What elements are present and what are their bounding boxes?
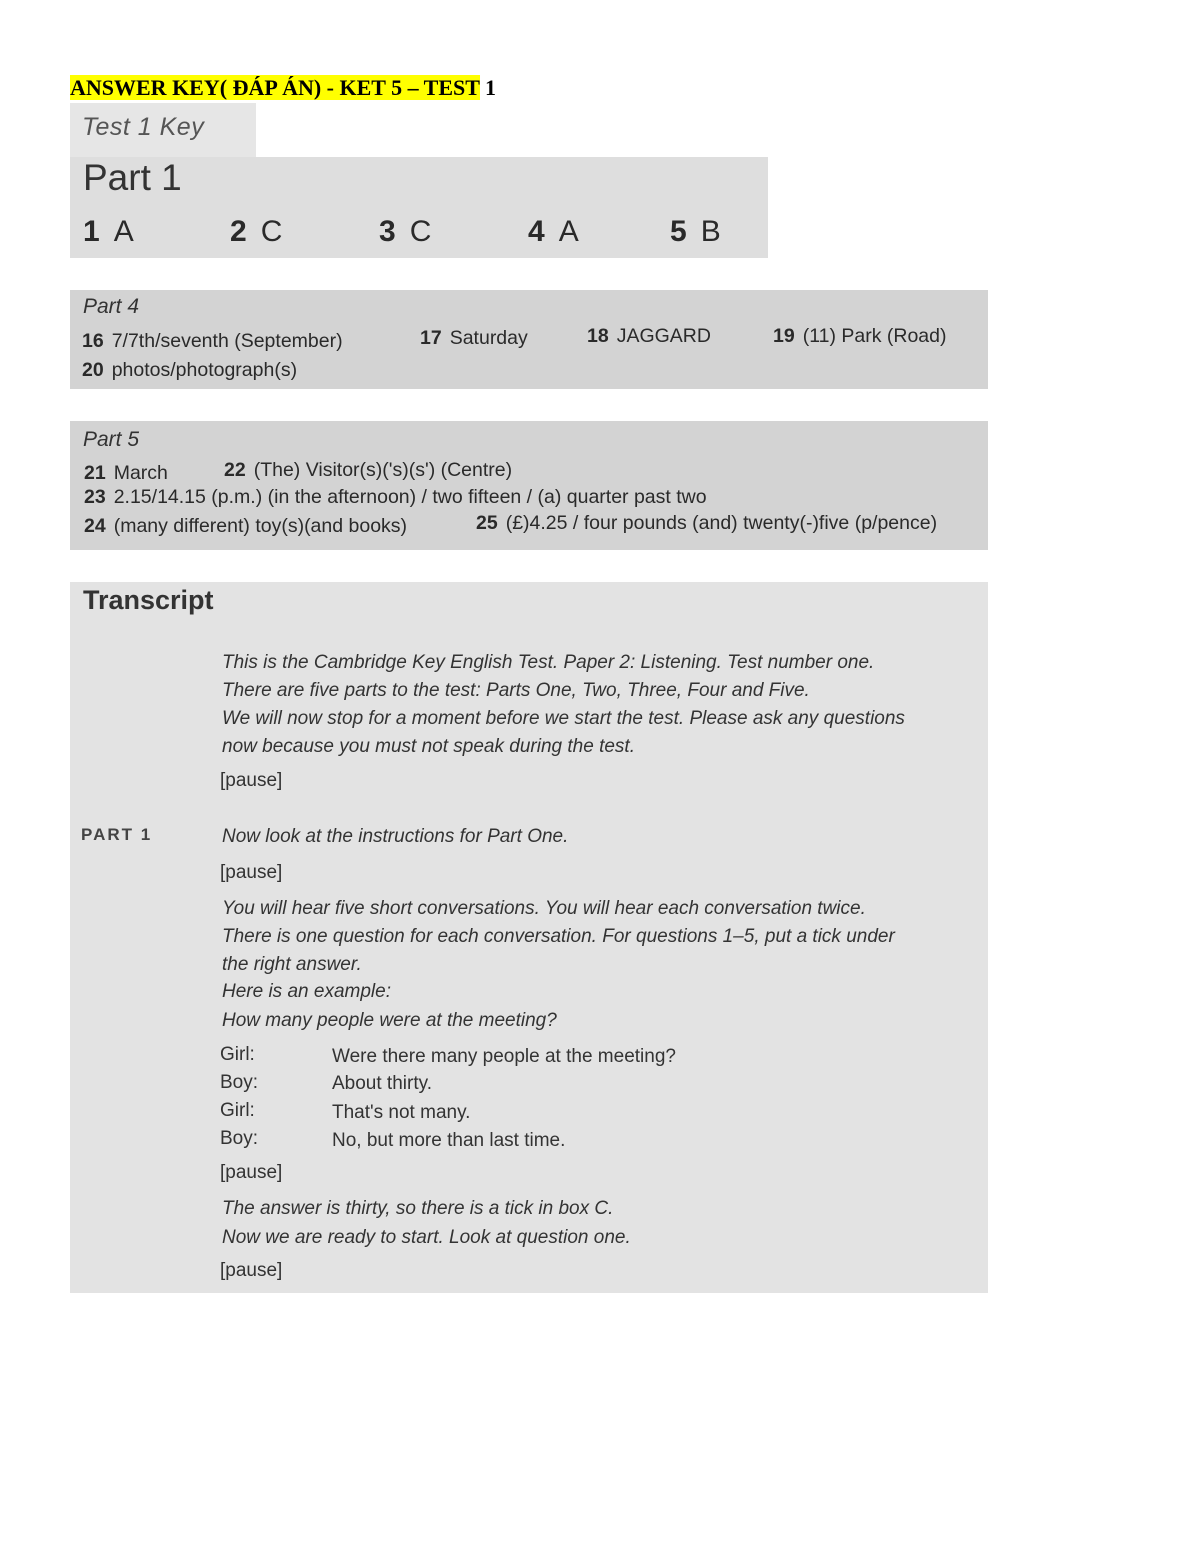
transcript-line: You will hear five short conversations. You will hear each conversation twice. — [222, 898, 866, 919]
part1-heading: Part 1 — [83, 157, 182, 198]
transcript-line: Here is an example: — [222, 981, 391, 1002]
transcript-line: Now look at the instructions for Part One. — [222, 826, 569, 847]
transcript-line: There are five parts to the test: Parts One, Two, Three, Four and Five. — [222, 680, 810, 701]
part1-answer: 5 B — [670, 215, 721, 248]
transcript-line: We will now stop for a moment before we start the test. Please ask any questions — [222, 708, 905, 729]
transcript-line: This is the Cambridge Key English Test. Paper 2: Listening. Test number one. — [222, 652, 875, 673]
dialogue-speaker: Boy: — [220, 1128, 259, 1149]
dialogue-speaker: Girl: — [220, 1100, 255, 1121]
answer-item: 17 Saturday — [420, 327, 528, 349]
test-key-label: Test 1 Key — [70, 103, 256, 157]
transcript-line: the right answer. — [222, 954, 362, 975]
part1-answer: 4 A — [528, 215, 579, 248]
answer-item: 18 JAGGARD — [587, 325, 711, 347]
answer-item: 16 7/7th/seventh (September) — [82, 330, 343, 352]
part1-answer: 3 C — [379, 215, 432, 248]
answer-item: 22 (The) Visitor(s)('s)(s') (Centre) — [224, 459, 513, 481]
document-title — [70, 74, 496, 102]
answer-item: 25 (£)4.25 / four pounds (and) twenty(-)five (p/pence) — [476, 512, 938, 534]
dialogue-line: Were there many people at the meeting? — [332, 1046, 676, 1067]
dialogue-speaker: Girl: — [220, 1044, 255, 1065]
part1-label: PART 1 — [81, 825, 153, 844]
transcript-panel — [70, 582, 988, 1293]
answer-item: 20 photos/photograph(s) — [82, 359, 298, 381]
transcript-title: Transcript — [83, 585, 214, 615]
part5-answers-panel — [70, 421, 988, 550]
answer-item: 21 March — [84, 462, 168, 484]
part4-heading: Part 4 — [83, 295, 140, 318]
title-highlighted: ANSWER KEY( ĐÁP ÁN) - KET 5 – TEST — [70, 75, 480, 100]
transcript-line: The answer is thirty, so there is a tick in box C. — [222, 1198, 614, 1219]
title-number: 1 — [479, 75, 497, 100]
transcript-line: Now we are ready to start. Look at question one. — [222, 1227, 631, 1248]
part4-answers-panel — [70, 290, 988, 389]
pause-marker: [pause] — [220, 770, 283, 791]
transcript-line: now because you must not speak during the test. — [222, 736, 635, 757]
transcript-line: How many people were at the meeting? — [222, 1010, 557, 1031]
dialogue-line: No, but more than last time. — [332, 1130, 566, 1151]
pause-marker: [pause] — [220, 1162, 283, 1183]
pause-marker: [pause] — [220, 1260, 283, 1281]
answer-item: 19 (11) Park (Road) — [773, 325, 947, 347]
part1-answer: 2 C — [230, 215, 283, 248]
transcript-line: There is one question for each conversation. For questions 1–5, put a tick under — [222, 926, 895, 947]
dialogue-line: About thirty. — [332, 1073, 432, 1094]
dialogue-line: That's not many. — [332, 1102, 471, 1123]
dialogue-speaker: Boy: — [220, 1072, 259, 1093]
pause-marker: [pause] — [220, 862, 283, 883]
answer-item: 24 (many different) toy(s)(and books) — [84, 515, 408, 537]
part5-heading: Part 5 — [83, 428, 140, 451]
answer-item: 23 2.15/14.15 (p.m.) (in the afternoon) / two fifteen / (a) quarter past two — [84, 486, 707, 508]
part1-answer: 1 A — [83, 215, 134, 248]
